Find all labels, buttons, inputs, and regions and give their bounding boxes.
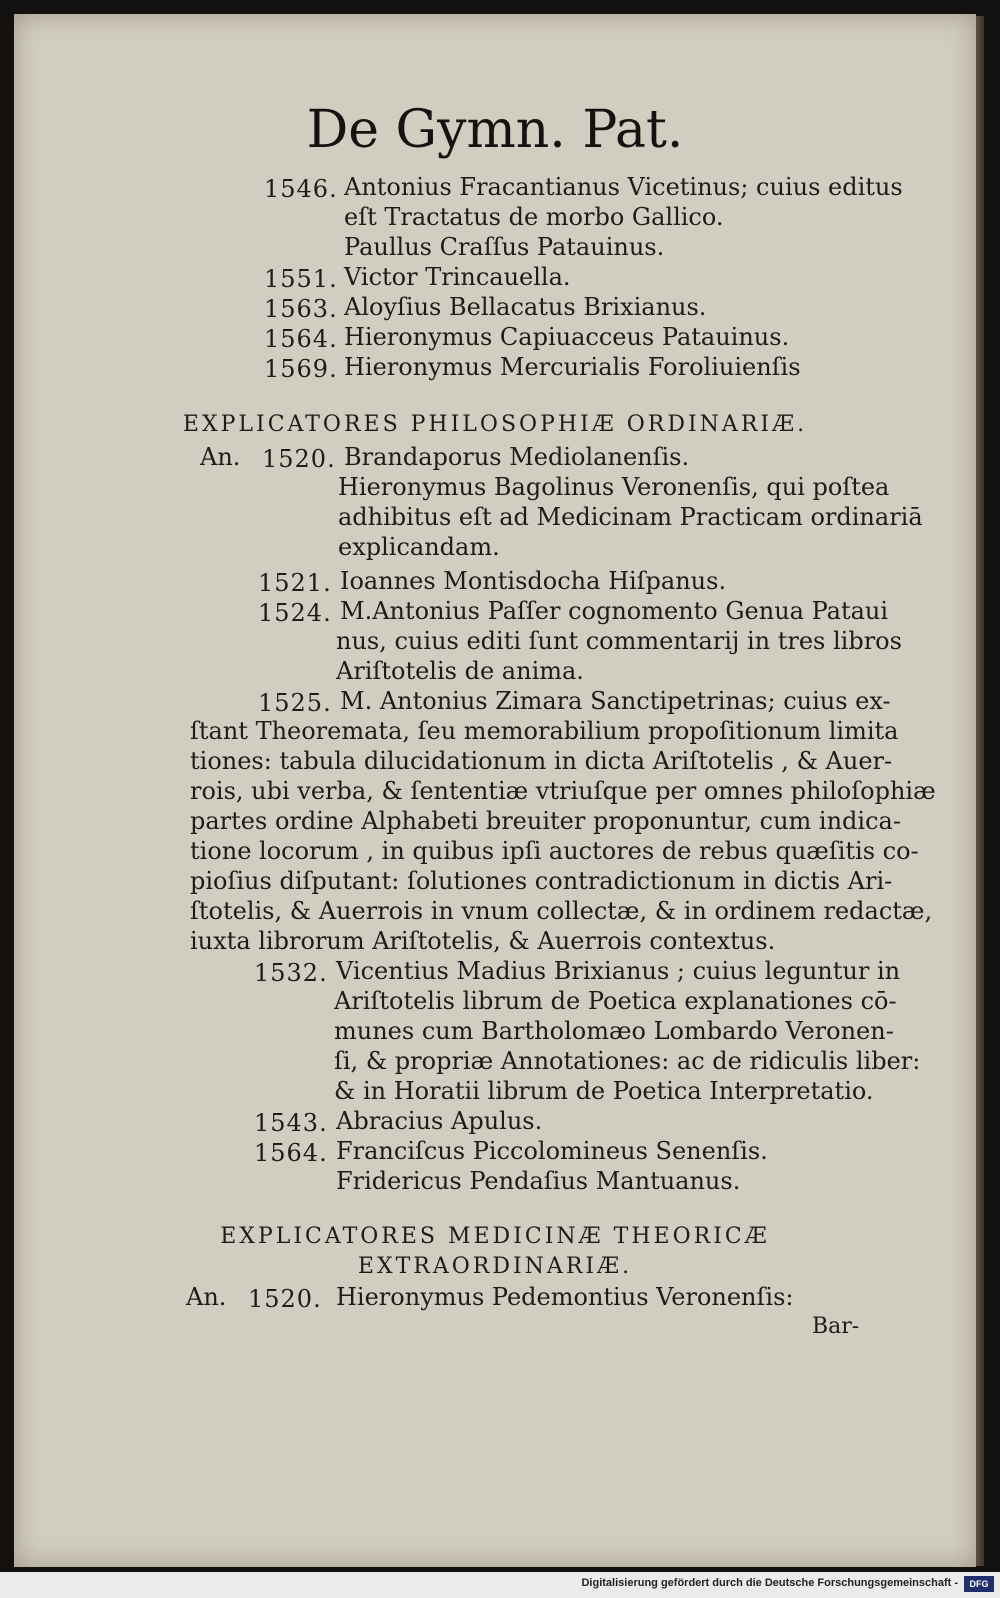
year-1551: 1551. — [264, 265, 338, 293]
running-head: De Gymn. Pat. — [306, 100, 684, 160]
year-1524: 1524. — [258, 599, 332, 627]
paragraph-line: ſtant Theoremata, ſeu memorabilium propoſitionum limita — [190, 717, 899, 745]
year-1564: 1564. — [264, 325, 338, 353]
entry-line: Ariſtotelis librum de Poetica explanationes cō- — [334, 987, 897, 1015]
entry-line: Paullus Craſſus Patauinus. — [344, 233, 665, 261]
dfg-logo: DFG — [964, 1576, 994, 1592]
paragraph-line: iuxta librorum Ariſtotelis, & Auerrois contextus. — [190, 927, 776, 955]
anno-label: An. — [200, 443, 241, 471]
paragraph-line: partes ordine Alphabeti breuiter proponuntur, cum indica- — [190, 807, 901, 835]
entry-line: nus, cuius editi ſunt commentarij in tres libros — [336, 627, 902, 655]
section-title-philosophy: EXPLICATORES PHILOSOPHIÆ ORDINARIÆ. — [182, 412, 808, 437]
entry-line: Antonius Fracantianus Vicetinus; cuius editus — [344, 173, 903, 201]
year-1546: 1546. — [264, 175, 338, 203]
entry-line: Ioannes Montisdocha Hiſpanus. — [340, 567, 727, 595]
year-1520-medicine: 1520. — [248, 1285, 322, 1313]
entry-line: Brandaporus Mediolanenſis. — [344, 443, 690, 471]
entry-line: Ariſtotelis de anima. — [336, 657, 584, 685]
year-1563: 1563. — [264, 295, 338, 323]
section-title-medicine-2: EXTRAORDINARIÆ. — [357, 1254, 633, 1279]
year-1564: 1564. — [254, 1139, 328, 1167]
entry-line: eſt Tractatus de morbo Gallico. — [344, 203, 724, 231]
entry-line: Abracius Apulus. — [336, 1107, 543, 1135]
entry-line: Vicentius Madius Brixianus ; cuius leguntur in — [336, 957, 901, 985]
paragraph-line: rois, ubi verba, & ſententiæ vtriuſque per omnes philoſophiæ — [190, 777, 936, 805]
paragraph-line: tione locorum , in quibus ipſi auctores de rebus quæſitis co- — [190, 837, 919, 865]
entry-line: Hieronymus Bagolinus Veronenſis, qui poſtea — [338, 473, 890, 501]
entry-line: Aloyſius Bellacatus Brixianus. — [344, 293, 707, 321]
footer-credit: Digitalisierung gefördert durch die Deutsche Forschungsgemeinschaft - — [581, 1577, 958, 1589]
section-title-medicine: EXPLICATORES MEDICINÆ THEORICÆ — [220, 1224, 770, 1249]
year-1543: 1543. — [254, 1109, 328, 1137]
paragraph-line: ſtotelis, & Auerrois in vnum collectæ, & in ordinem redactæ, — [190, 897, 933, 925]
year-1569: 1569. — [264, 355, 338, 383]
book-page — [14, 14, 976, 1567]
entry-line: Fridericus Pendaſius Mantuanus. — [336, 1167, 741, 1195]
catchword: Bar- — [812, 1314, 860, 1339]
entry-line: adhibitus eſt ad Medicinam Practicam ordinariā — [338, 503, 923, 531]
anno-label: An. — [186, 1283, 227, 1311]
year-1521: 1521. — [258, 569, 332, 597]
entry-line: Franciſcus Piccolomineus Senenſis. — [336, 1137, 768, 1165]
footer-bar — [0, 1572, 1000, 1598]
paragraph-line: tiones: tabula dilucidationum in dicta Ariſtotelis , & Auer- — [190, 747, 893, 775]
paragraph-line: pioſius diſputant: ſolutiones contradictionum in dictis Ari- — [190, 867, 893, 895]
entry-line: M.Antonius Paſſer cognomento Genua Pataui — [340, 597, 889, 625]
entry-line: M. Antonius Zimara Sanctipetrinas; cuius ex- — [340, 687, 891, 715]
entry-line: Hieronymus Mercurialis Foroliuienſis — [344, 353, 801, 381]
entry-line: & in Horatii librum de Poetica Interpretatio. — [334, 1077, 874, 1105]
year-1520: 1520. — [262, 445, 336, 473]
entry-line: ſi, & propriæ Annotationes: ac de ridiculis liber: — [334, 1047, 921, 1075]
entry-line: munes cum Bartholomæo Lombardo Veronen- — [334, 1017, 894, 1045]
entry-line: Victor Trincauella. — [344, 263, 571, 291]
year-1525: 1525. — [258, 689, 332, 717]
entry-line: explicandam. — [338, 533, 500, 561]
year-1532: 1532. — [254, 959, 328, 987]
entry-line: Hieronymus Pedemontius Veronenſis: — [336, 1283, 794, 1311]
entry-line: Hieronymus Capiuacceus Patauinus. — [344, 323, 790, 351]
